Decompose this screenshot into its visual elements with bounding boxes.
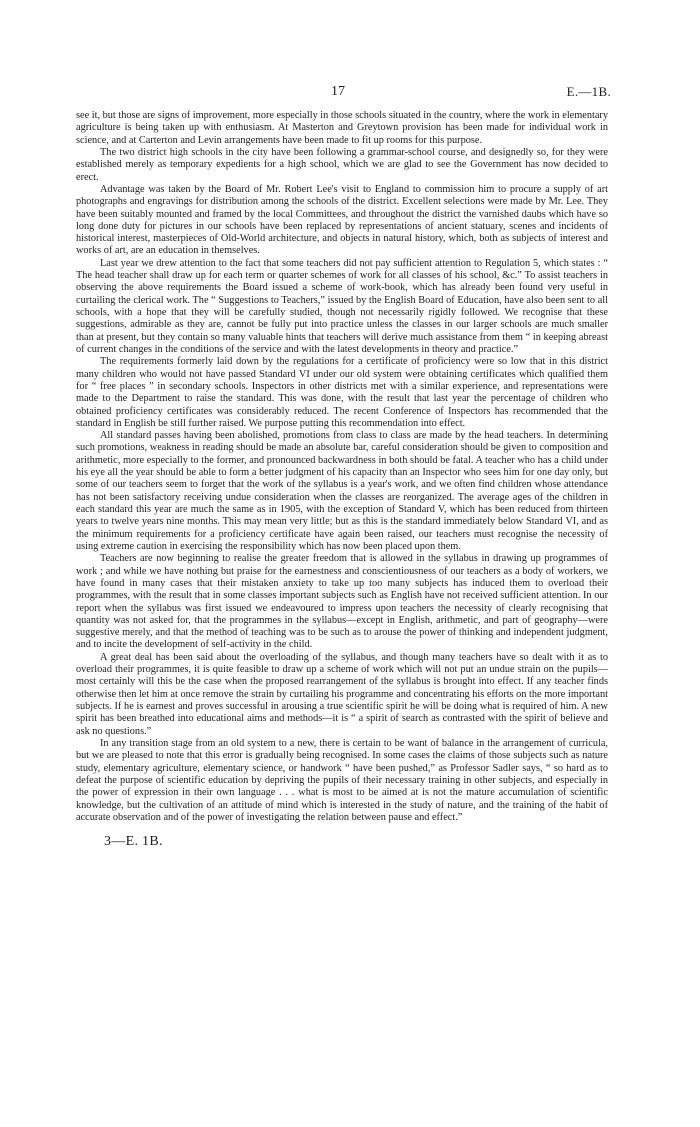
page-header bbox=[76, 84, 611, 106]
paragraph-regulation-5: Last year we drew attention to the fact that some teachers did not pay sufficient attention to Regulation 5, which states : “ The head teacher shall draw up for each term or quarter schemes of work for all classes of his school, &c.” To assist teachers in observing the above requirements the Board issued a scheme of work-book, which has already been found very useful in curtailing the clerical work. The “ Suggestions to Teachers,” issued by the English Board of Education, have also been sent to all schools, with a hope that they will be carefully studied, though not necessarily rigidly followed. We recognise that these suggestions, admirable as they are, cannot be fully put into practice unless the classes in our larger schools are much smaller than at present, but they contain so many valuable hints that teachers will derive much assistance from them “ in keeping abreast of current changes in the conditions of the service and with the latest developments in theory and practice.” bbox=[76, 257, 608, 355]
signature-mark: 3—E. 1B. bbox=[104, 834, 163, 850]
page-number: 17 bbox=[331, 84, 345, 99]
document-reference: E.—1B. bbox=[566, 84, 611, 99]
paragraph-promotions: All standard passes having been abolished, promotions from class to class are made by the head teachers. In determining such promotions, weakness in reading should be made an absolute bar, careful consideration should be given to composition and arithmetic, more especially to the former, and pronounced backwardness in both should be fatal. A teacher who has a child under his eye all the year should be able to form a better judgment of his capacity than an Inspector who sees him for one day only, but some of our teachers seem to forget that the work of the syllabus is a year's work, and we often find children whose attendance has not been satisfactory receiving undue consideration when the classes are reorganized. The average ages of the children in each standard this year are much the same as in 1905, with the exception of Standard V, which has been reduced from thirteen years to twelve years nine months. This may mean very little; but as this is the standard immediately below Standard VI, and as the minimum requirements for a proficiency certificate have again been raised, our teachers must recognise the necessity of using extreme caution in exercising the responsibility which has now been placed upon them. bbox=[76, 430, 608, 552]
paragraph-continuation: see it, but those are signs of improvement, more especially in those schools situated in the country, where the work in elementary agriculture is being taken up with enthusiasm. At Masterton and Greytown provision has been made for individual work in science, and at Carterton and Levin arrangements have been made to fit up rooms for this purpose. bbox=[76, 110, 608, 146]
paragraph-syllabus-freedom: Teachers are now beginning to realise the greater freedom that is allowed in the syllabus in drawing up programmes of work ; and while we have nothing but praise for the earnestness and conscientiousness of our teachers as a body of workers, we have found in many cases that their mistaken anxiety to take up too many subjects has induced them to overload their programmes, with the result that in some classes important subjects such as English have not received sufficient attention. In our report when the syllabus was first issued we endeavoured to impress upon teachers the necessity of clearly recognising that quantity was not asked for, that the programmes in the syllabus—except in English, arithmetic, and part of geography—were suggestive merely, and that the method of teaching was to be such as to arouse the power of thinking and independent judgment, and to incite the development of self-activity in the child. bbox=[76, 553, 608, 651]
document-page bbox=[76, 84, 611, 850]
paragraph-proficiency-certificate: The requirements formerly laid down by the regulations for a certificate of proficiency were so low that in this district many children who would not have passed Standard VI under our old system were obtaining certificates which qualified them for “ free places ” in secondary schools. Inspectors in other districts met with a similar experience, and representations were made to the Department to raise the standard. This was done, with the result that last year the percentage of children who obtained proficiency certificates was considerably reduced. The recent Conference of Inspectors has recommended that the standard in English be still further raised. We purpose putting this recommendation into effect. bbox=[76, 356, 608, 429]
paragraph-overloading: A great deal has been said about the overloading of the syllabus, and though many teachers have so dealt with it as to overload their programmes, it is quite feasible to draw up a scheme of work which will not put an undue strain on the pupils—most certainly will this be the case when the proposed rearrangement of the syllabus is brought into effect. If any teacher finds otherwise then let him at once remove the strain by curtailing his programme and concentrating his efforts on the more important subjects. If he is earnest and proves successful in arousing a true scientific spirit he will be doing what is required of him. A new spirit has been breathed into educational aims and methods—it is “ a spirit of search as contrasted with the spirit of believe and ask no questions.” bbox=[76, 651, 608, 737]
paragraph-art-photographs: Advantage was taken by the Board of Mr. Robert Lee's visit to England to commission him to procure a supply of art photographs and engravings for distribution among the schools of the district. Excellent selections were made by Mr. Lee. They have been suitably mounted and framed by the local Committees, and throughout the district the varnished daubs which have so long done duty for pictures in our schools have been replaced by representations of ancient statuary, scenes and incidents of historical interest, masterpieces of Old-World architecture, and objects in natural history, which, both as subjects of interest and works of art, are an education in themselves. bbox=[76, 183, 608, 257]
paragraph-transition-stage: In any transition stage from an old system to a new, there is certain to be want of balance in the arrangement of curricula, but we are pleased to note that this error is gradually being recognised. In some cases the claims of those subjects such as nature study, elementary agriculture, elementary science, or handwork “ have been pushed,” as Professor Sadler says, “ so hard as to defeat the purpose of scientific education by depriving the pupils of their necessary training in other subjects, and especially in the power of expression in their own language . . . what is most to be aimed at is not the mature accumulation of scientific knowledge, but the cultivation of an attitude of mind which is interested in the study of nature, and the training of the habit of accurate observation and of the power of investigating the relation between pause and effect.” bbox=[76, 737, 608, 823]
paragraph-district-high-schools: The two district high schools in the city have been following a grammar-school course, and designedly so, for they were established merely as temporary expedients for a high school, which we are glad to see the Government has now decided to erect. bbox=[76, 146, 608, 183]
report-body bbox=[76, 110, 608, 824]
